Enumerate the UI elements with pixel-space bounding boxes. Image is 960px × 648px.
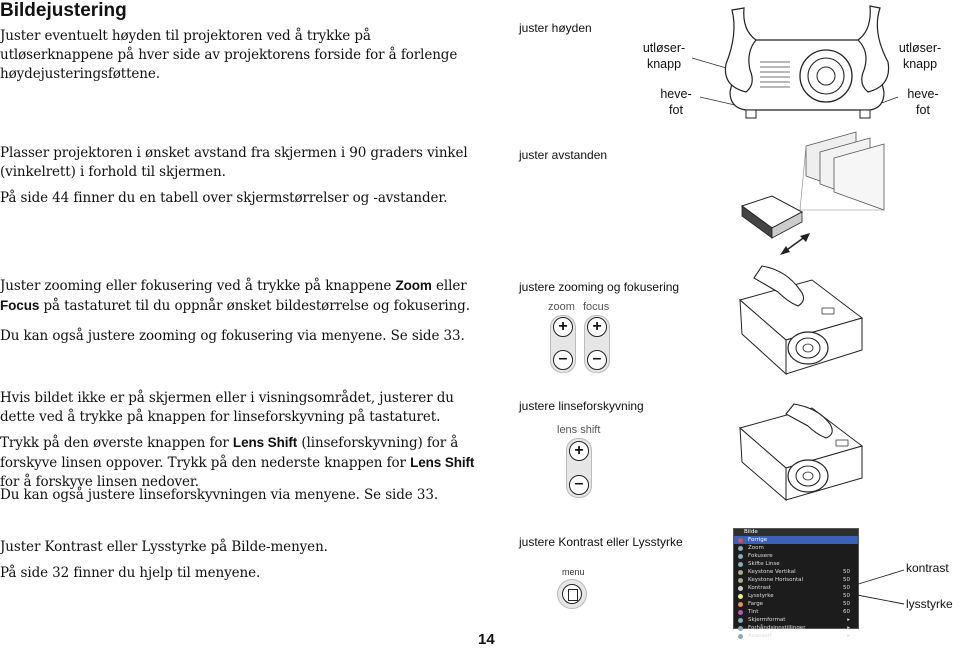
foot-label-right: heve- fot (907, 87, 939, 117)
release-button-label-right: utløser- knapp (898, 41, 942, 71)
contrast-label: kontrast (906, 561, 949, 575)
menu-item-label: Lysstyrke (748, 593, 774, 599)
distance-caption: juster avstanden (519, 148, 608, 162)
zoom-text-1: Juster zooming eller fokusering ved å trykke på knappene Zoom eller Focus på tastaturet til du oppnår ønsket bildestørrelse og fokusering. (0, 278, 470, 314)
menu-item-label: Forrige (748, 537, 768, 543)
menu-item-label: Tint (748, 609, 759, 615)
lens-shift-label: lens shift (557, 424, 601, 436)
zoom-minus-button[interactable]: – (553, 350, 573, 370)
menu-item-value: 50 (843, 601, 850, 607)
menu-item-label: Skjermformat (748, 617, 786, 623)
release-button-label-left: utløser- knapp (642, 41, 686, 71)
menu-item-value: 60 (843, 609, 850, 615)
menu-item-label: Avansert (748, 633, 773, 639)
page-title: Bildejustering (0, 0, 127, 21)
zoom-text-2: Du kan også justere zooming og fokusering via menyene. Se side 33. (0, 328, 465, 344)
menu-button-label: menu (562, 567, 585, 577)
zoom-label: zoom (548, 301, 575, 313)
contrast-text-1: Juster Kontrast eller Lysstyrke på Bilde-menyen. (0, 539, 328, 555)
menu-item-value: ▸ (847, 625, 850, 631)
menu-item-value: 50 (843, 577, 850, 583)
lens-text-3: Du kan også justere linseforskyvningen via menyene. Se side 33. (0, 487, 439, 503)
menu-item-value: 50 (843, 585, 850, 591)
zoom-plus-button[interactable]: + (553, 317, 573, 337)
focus-plus-button[interactable]: + (587, 317, 607, 337)
menu-item-label: Zoom (748, 545, 764, 551)
menu-item-label: Forhåndsinnstillinger (748, 625, 806, 631)
focus-minus-button[interactable]: – (587, 350, 607, 370)
menu-item-value: ▸ (847, 633, 850, 639)
menu-item-value: 50 (843, 593, 850, 599)
menu-item-label: Keystone Horisontal (748, 577, 804, 583)
lens-text-2: Trykk på den øverste knappen for Lens Shift (linseforskyvning) for å forskyve linsen oppover. Trykk på den nederste knappen for Lens Shift for å forskyve linsen nedover. (0, 435, 475, 490)
menu-item-label: Skifte Linse (748, 561, 780, 567)
menu-item-label: Fokusere (748, 553, 773, 559)
height-text: Juster eventuelt høyden til projektoren ved å trykke på utløserknappene på hver side av projektorens forside for å forlenge høydejusteringsføttene. (0, 28, 458, 82)
lens-shift-up-button[interactable]: + (569, 441, 589, 461)
contrast-caption: justere Kontrast eller Lysstyrke (519, 535, 683, 549)
menu-item-label: Kontrast (748, 585, 771, 591)
lens-text-1: Hvis bildet ikke er på skjermen eller i visningsområdet, justerer du dette ved å trykke på knappen for linseforskyvning på tastaturet. (0, 390, 454, 425)
focus-label: focus (583, 301, 610, 313)
menu-item-label: Farge (748, 601, 764, 607)
brightness-label: lysstyrke (906, 597, 953, 611)
menu-item-label: Keystone Vertikal (748, 569, 796, 575)
picture-menu-title: Bilde (734, 529, 858, 536)
zoom-caption: justere zooming og fokusering (519, 280, 680, 294)
foot-label-left: heve- fot (660, 87, 692, 117)
distance-text-1: Plasser projektoren i ønsket avstand fra skjermen i 90 graders vinkel (vinkelrett) i forhold til skjermen. (0, 145, 468, 180)
page-number: 14 (478, 631, 495, 648)
distance-text-2: På side 44 finner du en tabell over skjermstørrelser og -avstander. (0, 190, 448, 206)
menu-item-value: 50 (843, 569, 850, 575)
height-caption: juster høyden (519, 21, 592, 35)
lens-caption: justere linseforskyvning (519, 399, 644, 413)
lens-shift-down-button[interactable]: – (569, 475, 589, 495)
contrast-text-2: På side 32 finner du hjelp til menyene. (0, 565, 261, 581)
menu-item-value: ▸ (847, 617, 850, 623)
